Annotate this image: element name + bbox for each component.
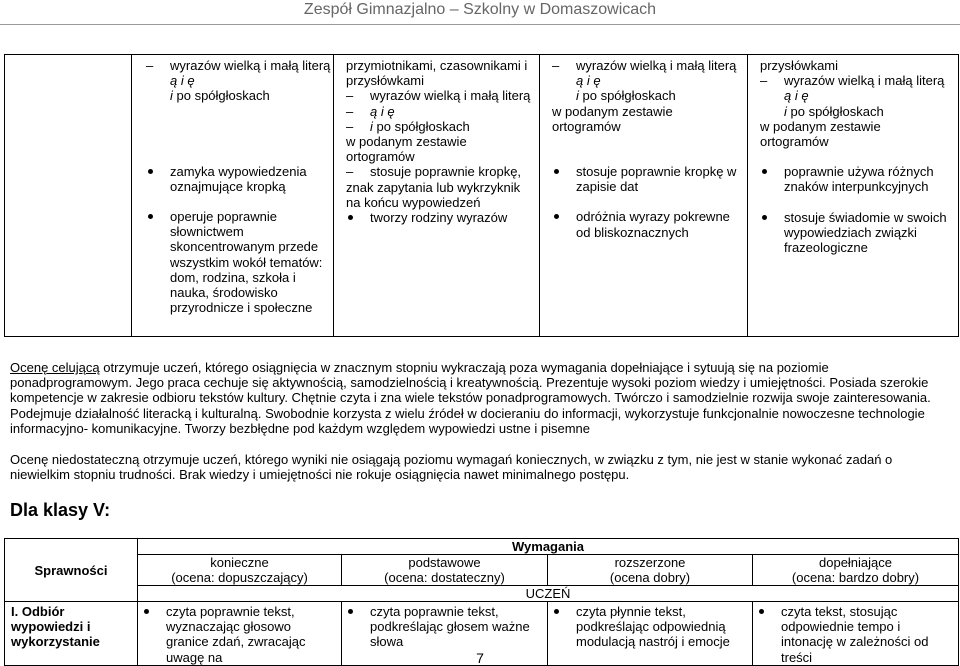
col4-bullet: poprawnie używa różnych znaków interpunkcyjnych	[760, 164, 958, 194]
bullet-icon	[554, 609, 559, 614]
bullet-icon	[762, 169, 767, 174]
col2-dash-line: – stosuje poprawnie kropkę,	[346, 164, 539, 179]
sprawnosci-header: Sprawności	[5, 539, 138, 602]
col3-cell	[540, 55, 748, 337]
col3-line: w podanym zestawie	[552, 103, 673, 119]
col2-line: przysłówkami	[346, 73, 425, 89]
col1-line: po spółgłoskach	[172, 88, 270, 104]
col4-i: i	[784, 103, 787, 119]
col3-line: po spółgłoskach	[578, 88, 676, 104]
col2-line: po spółgłoskach	[372, 118, 470, 134]
col1-i: i	[170, 88, 173, 104]
col4-line: w podanym zestawie	[760, 118, 881, 134]
page-number: 7	[476, 650, 484, 666]
col1-bullet: zamyka wypowiedzenia oznajmujące kropką	[146, 164, 333, 194]
col3-line: ą i ę	[576, 73, 601, 89]
col2-line: na końcu wypowiedzeń	[346, 194, 481, 210]
cell-podstawowe: czyta poprawnie tekst, podkreślając głosem ważne słowa	[342, 602, 548, 666]
page-header	[0, 0, 960, 22]
col2-line: w podanym zestawie	[346, 134, 467, 150]
wymagania-header: Wymagania	[138, 539, 959, 555]
col1-line: ą i ę	[170, 73, 195, 89]
grade-niedostateczna-text: Ocenę niedostateczną otrzymuje uczeń, którego wyniki nie osiągają poziomu wymagań koniecznych, w związku z tym, nie jest w stanie wykonać zadań o niewielkim stopniu trudności. Brak wiedzy i umiejętności nie rokuje osiągnięcia nawet minimalnego postępu.	[10, 452, 893, 483]
level-dopelniajace: dopełniające (ocena: bardzo dobry)	[753, 555, 959, 586]
uczen-header: UCZEŃ	[138, 586, 959, 602]
col4-cell	[748, 55, 959, 337]
col4-line: ą i ę	[784, 88, 809, 104]
col1-cell	[132, 55, 334, 337]
col3-line: ortogramów	[552, 118, 621, 134]
bullet-icon	[144, 609, 149, 614]
section-title: Dla klasy V:	[10, 500, 111, 520]
bullet-icon	[554, 214, 559, 219]
grade-celujaca-text: otrzymuje uczeń, którego osiągnięcia w znacznym stopniu wykraczają poza wymagania dopełniające i sytuują się na poziomie ponadprogramowym. Jego praca cechuje się aktywnością, samodzielnością i kreatywnością. Prezentuje wysoki poziom wiedzy i umiejętności. Posiada szerokie kompetencje w zakresie odbioru tekstów kultury. Chętnie czyta i zna wiele tekstów ponadprogramowych. Twórczo i samodzielnie rozwija swoje zainteresowania. Podejmuje działalność literacką i kulturalną. Swobodnie korzysta z wielu źródeł w docieraniu do informacji, wykorzystuje funkcjonalnie nowoczesne technologie informacyjno- komunikacyjne. Tworzy bezbłędne pod każdym względem wypowiedzi ustne i pisemne	[10, 360, 931, 436]
col4-dash-line: – wyrazów wielką i małą literą	[760, 73, 958, 88]
col2-dash-line: – ą i ę	[346, 104, 539, 119]
cell-konieczne: czyta poprawnie tekst, wyznaczając głosowo granice zdań, zwracając uwagę na	[138, 602, 342, 666]
header-title: Zespół Gimnazjalno – Szkolny w Domaszowicach	[303, 1, 657, 18]
cell-dopelniajace: czyta tekst, stosując odpowiednie tempo i intonację w zależności od treści	[753, 602, 959, 666]
level-konieczne: konieczne (ocena: dopuszczający)	[138, 555, 342, 586]
bullet-icon	[762, 215, 767, 220]
row-label-odbior: I. Odbiór wypowiedzi i wykorzystanie	[5, 602, 138, 666]
col4-line: po spółgłoskach	[786, 103, 884, 119]
bullet-icon	[148, 214, 153, 219]
col3-dash-line: – wyrazów wielką i małą literą	[552, 58, 747, 73]
col3-i: i	[576, 88, 579, 104]
bullet-icon	[348, 609, 353, 614]
col3-bullet: odróżnia wyrazy pokrewne od bliskoznacznych	[552, 209, 747, 239]
bullet-icon	[759, 609, 764, 614]
col2-line: ortogramów	[346, 149, 415, 165]
col4-bullet: stosuje świadomie w swoich wypowiedziach związki frazeologiczne	[760, 210, 958, 256]
level-rozszerzone: rozszerzone (ocena dobry)	[548, 555, 753, 586]
grade-celujaca-paragraph	[10, 360, 952, 436]
col1-bullet: operuje poprawnie słownictwem skoncentrowanym przede wszystkim wokół tematów: dom, rodzina, szkoła i nauka, środowisko przyrodnicze i społeczne	[146, 209, 333, 315]
empty-cell	[5, 55, 132, 337]
col2-line: znak zapytania lub wykrzyknik	[346, 179, 521, 195]
grade-niedostateczna-paragraph	[10, 452, 952, 482]
col2-cell	[334, 55, 540, 337]
col2-line: przymiotnikami, czasownikami i	[346, 58, 528, 73]
requirements-table-bottom	[4, 538, 959, 666]
cell-rozszerzone: czyta płynnie tekst, podkreślając odpowiednią modulacją nastrój i emocje	[548, 602, 753, 666]
col3-bullet: stosuje poprawnie kropkę w zapisie dat	[552, 164, 747, 194]
col2-dash-line: – wyrazów wielką i małą literą	[346, 88, 539, 103]
grade-celujaca-label: Ocenę celującą	[10, 360, 100, 375]
col2-i: i	[370, 118, 373, 134]
bullet-icon	[348, 215, 353, 220]
bullet-icon	[554, 169, 559, 174]
level-podstawowe: podstawowe (ocena: dostateczny)	[342, 555, 548, 586]
bullet-icon	[148, 169, 153, 174]
col2-bullet: tworzy rodziny wyrazów	[346, 210, 539, 225]
header-rule	[0, 24, 960, 25]
col4-line: ortogramów	[760, 134, 829, 150]
col4-line: przysłówkami	[760, 58, 839, 73]
col1-dash-line: – wyrazów wielką i małą literą	[146, 58, 333, 73]
requirements-table-top	[4, 54, 959, 337]
